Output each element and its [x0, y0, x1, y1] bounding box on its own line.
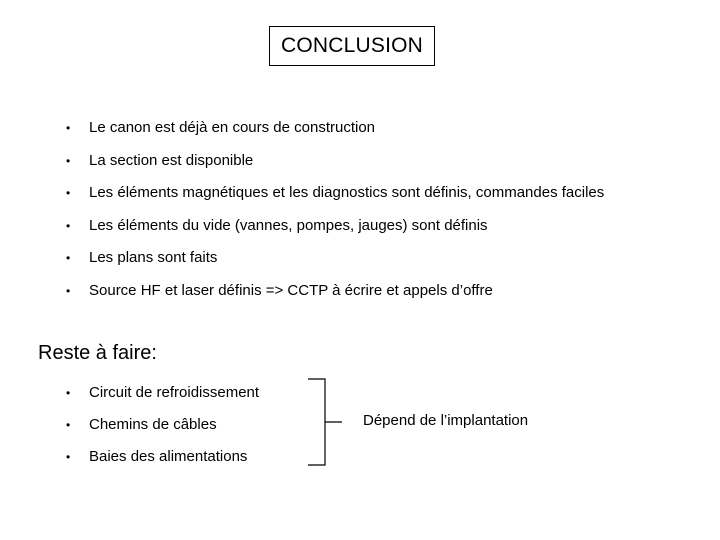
bullet-icon: •	[66, 418, 71, 432]
list-item	[66, 383, 259, 415]
bullet-icon: •	[66, 283, 71, 298]
bullet-icon: •	[66, 121, 71, 135]
bullet-icon: •	[66, 251, 71, 265]
list-item	[66, 447, 259, 479]
remaining-list	[66, 383, 259, 479]
list-item-text: Source HF et laser définis => CCTP à écrire et appels d’offre	[89, 281, 493, 299]
list-item	[66, 248, 604, 281]
bullet-icon: •	[66, 153, 71, 168]
bullet-icon: •	[66, 386, 71, 400]
dependency-note: Dépend de l’implantation	[363, 412, 529, 429]
slide-title-text: CONCLUSION	[280, 34, 424, 57]
remaining-heading: Reste à faire:	[38, 342, 157, 364]
list-item	[66, 151, 604, 184]
list-item-text: La section est disponible	[89, 151, 254, 169]
conclusion-list	[66, 118, 604, 313]
list-item-text: Les éléments du vide (vannes, pompes, jauges) sont définis	[89, 216, 488, 234]
slide-title	[269, 26, 435, 66]
list-item-text: Circuit de refroidissement	[89, 384, 260, 401]
list-item	[66, 415, 259, 447]
list-item-text: Les éléments magnétiques et les diagnostics sont définis, commandes faciles	[89, 184, 605, 201]
list-item-text: Chemins de câbles	[89, 416, 217, 433]
bullet-icon: •	[66, 186, 71, 200]
list-item	[66, 183, 604, 216]
bullet-icon: •	[66, 218, 71, 233]
list-item	[66, 118, 604, 151]
right-brace-icon	[306, 377, 342, 467]
bullet-icon: •	[66, 450, 71, 464]
list-item-text: Les plans sont faits	[89, 249, 218, 266]
list-item	[66, 216, 604, 249]
list-item	[66, 281, 604, 314]
list-item-text: Baies des alimentations	[89, 448, 248, 465]
list-item-text: Le canon est déjà en cours de construction	[89, 119, 376, 136]
